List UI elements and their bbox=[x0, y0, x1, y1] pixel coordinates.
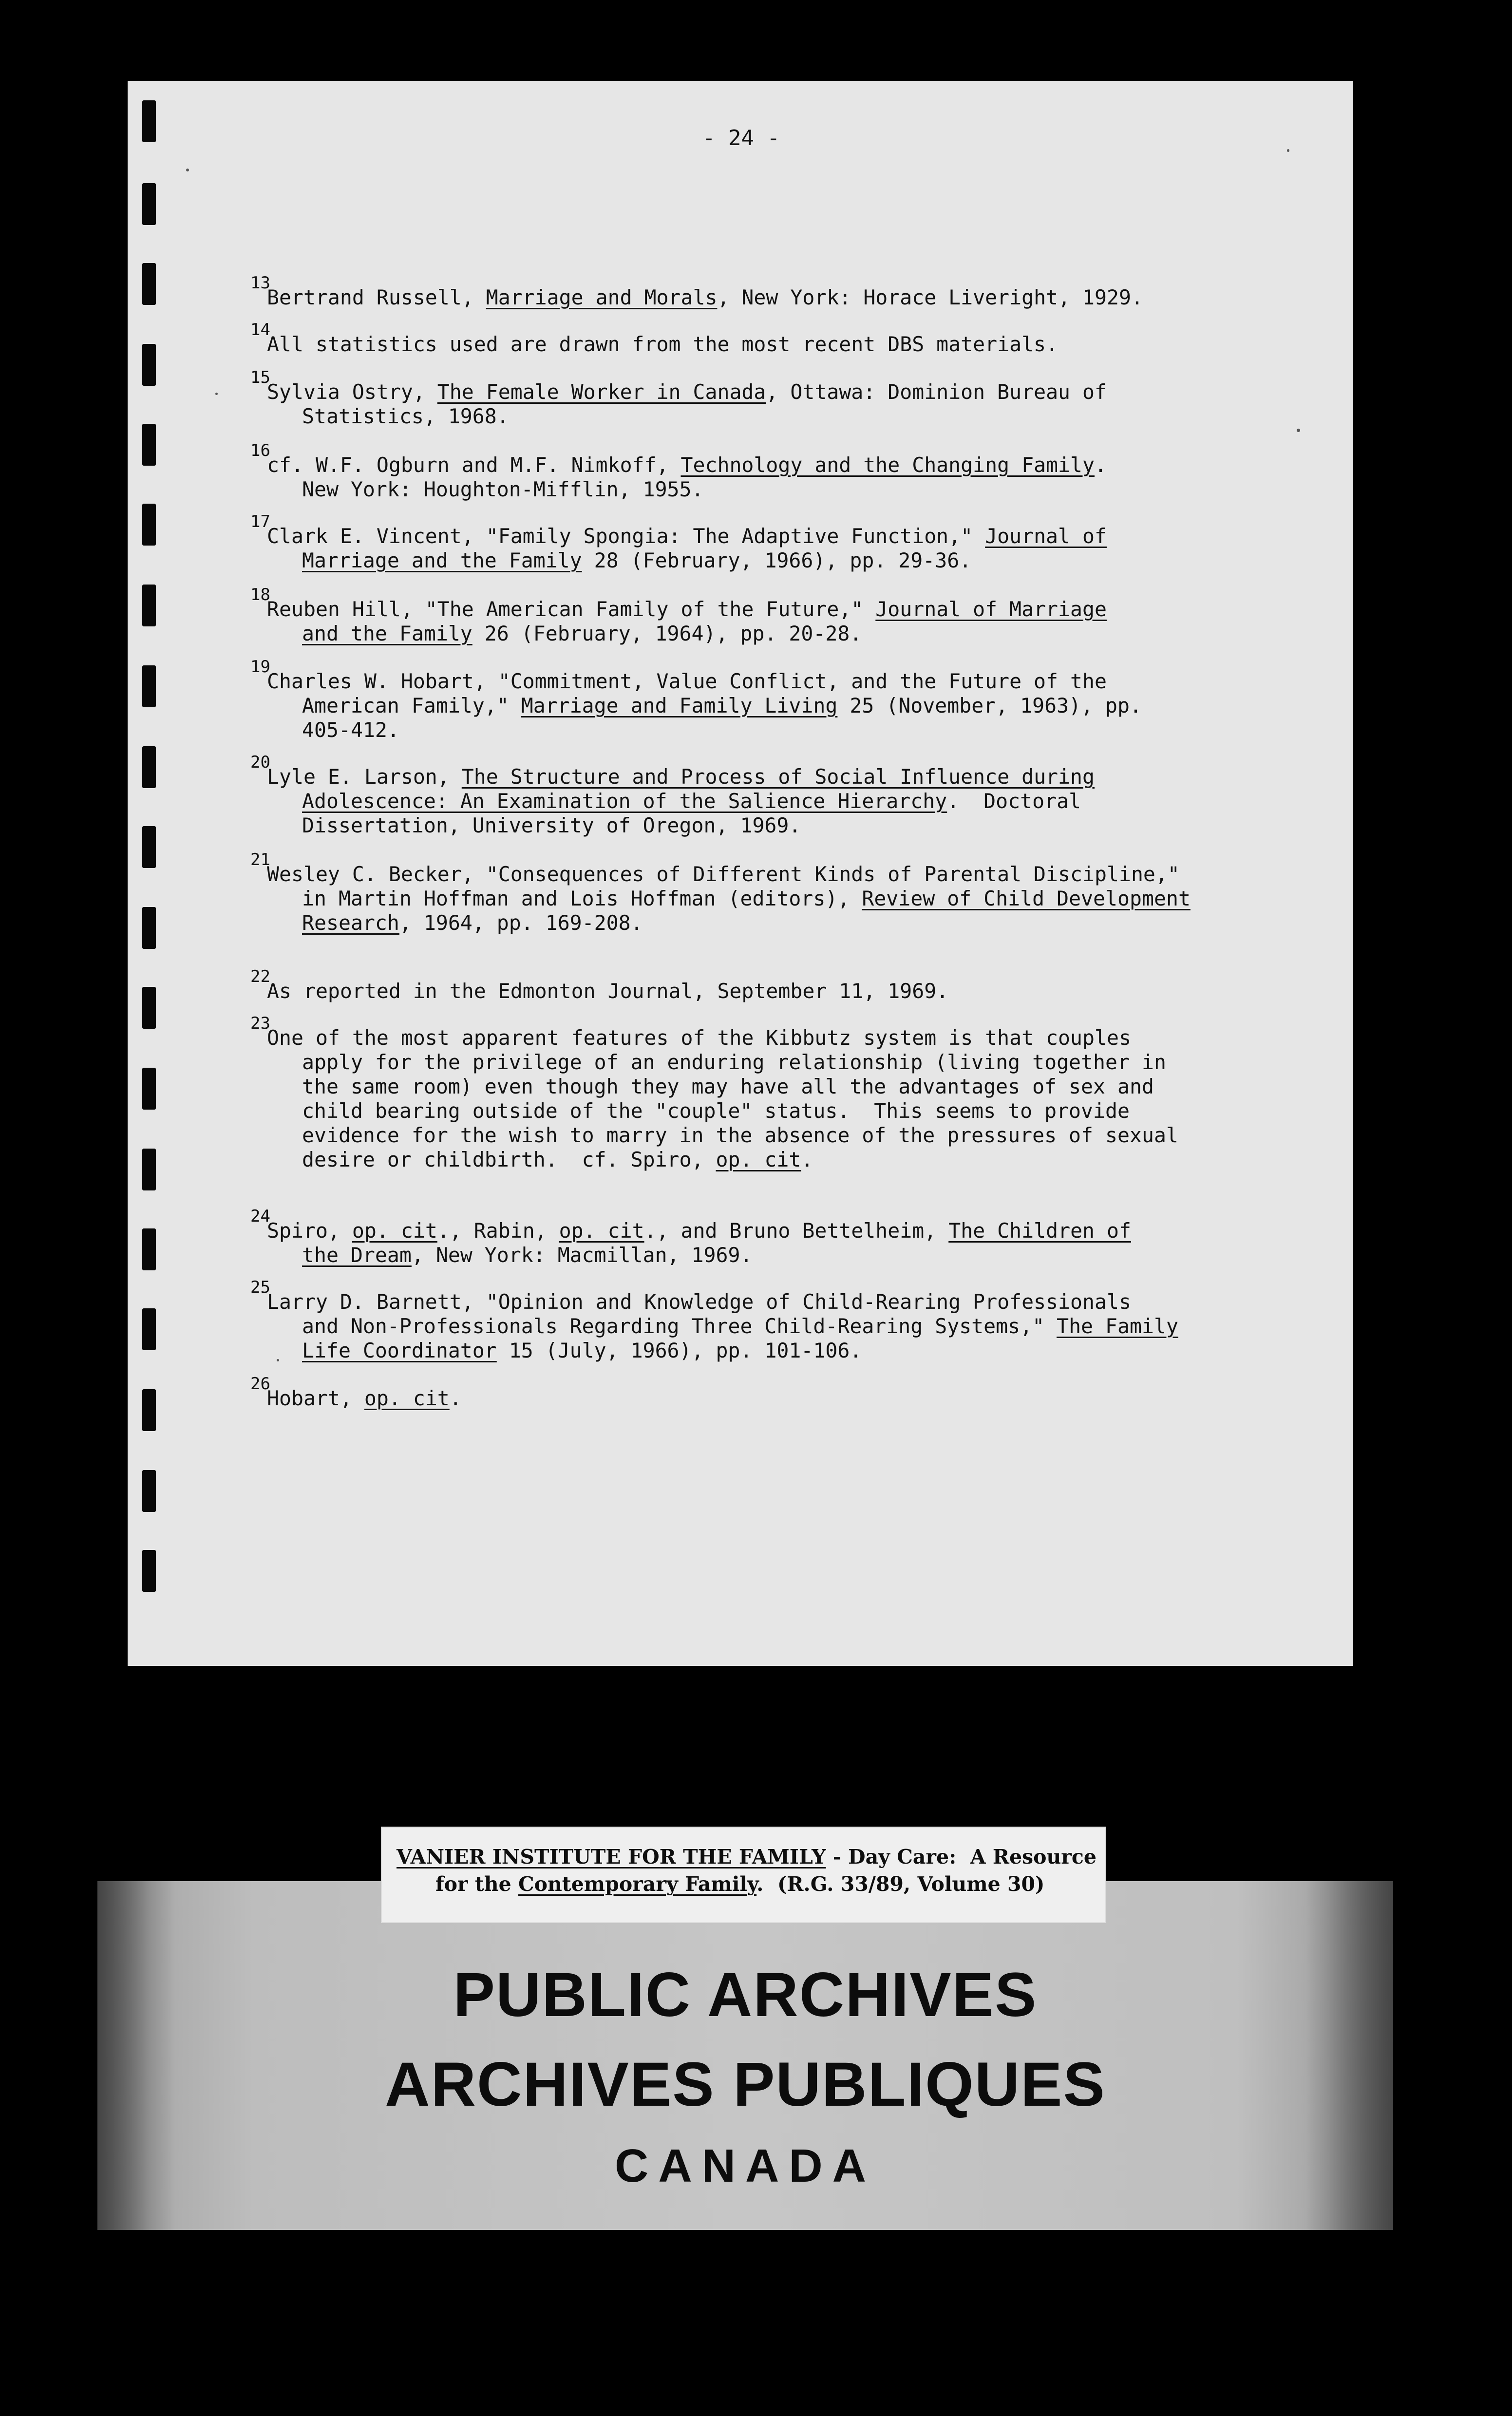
footnote-text: apply for the privilege of an enduring relationship (living together in bbox=[302, 1050, 1166, 1074]
footnote-text: . bbox=[1095, 453, 1107, 477]
footnote-text: All statistics used are drawn from the most recent DBS materials. bbox=[267, 332, 1058, 356]
punch-hole bbox=[142, 424, 156, 466]
footnote-text: American Family," bbox=[302, 694, 521, 717]
footnote-title-text: The Structure and Process of Social Influence during bbox=[461, 765, 1095, 789]
footnote-line bbox=[267, 1339, 1251, 1363]
punch-hole bbox=[142, 183, 156, 225]
footnote-title-text: The Children of bbox=[948, 1219, 1131, 1243]
footnote-text: cf. W.F. Ogburn and M.F. Nimkoff, bbox=[267, 453, 681, 477]
footnote-line bbox=[267, 597, 1251, 622]
footnote-text: and Non-Professionals Regarding Three Child-Rearing Systems," bbox=[302, 1314, 1057, 1338]
archives-stamp-line1: PUBLIC ARCHIVES bbox=[453, 1960, 1038, 2030]
footnote-line bbox=[267, 694, 1251, 718]
footnote-number: 23 bbox=[250, 1014, 270, 1033]
footnote-number: 22 bbox=[250, 967, 270, 986]
punch-hole bbox=[142, 746, 156, 788]
punch-hole bbox=[142, 585, 156, 626]
footnote-line bbox=[267, 1148, 1251, 1172]
collection-label-line1 bbox=[397, 1845, 1096, 1869]
footnote-line bbox=[267, 453, 1251, 477]
footnote-line bbox=[267, 1050, 1251, 1075]
footnote-text: . Doctoral bbox=[947, 789, 1081, 813]
footnote-title-text: Life Coordinator bbox=[302, 1339, 497, 1362]
footnote-title-text: Journal of Marriage bbox=[875, 597, 1107, 621]
footnote-number: 18 bbox=[250, 585, 270, 604]
footnote-number: 14 bbox=[250, 320, 270, 340]
footnote-title-text: and the Family bbox=[302, 622, 472, 645]
punch-hole bbox=[142, 1550, 156, 1592]
collection-reference: . (R.G. 33/89, Volume 30) bbox=[756, 1872, 1045, 1896]
footnote-line bbox=[267, 813, 1251, 838]
footnote-line bbox=[267, 789, 1251, 813]
footnote-title-text: op. cit bbox=[716, 1148, 801, 1171]
footnote-line bbox=[267, 380, 1251, 404]
footnote-text: Hobart, bbox=[267, 1386, 364, 1410]
footnote-text: Spiro, bbox=[267, 1219, 352, 1243]
footnote-text: New York: Houghton-Mifflin, 1955. bbox=[302, 477, 704, 501]
footnote-text: One of the most apparent features of the Kibbutz system is that couples bbox=[267, 1026, 1131, 1050]
footnote-title-text: Journal of bbox=[985, 524, 1107, 548]
footnote-title-text: Marriage and Family Living bbox=[521, 694, 838, 717]
footnote-title-text: The Family bbox=[1057, 1314, 1178, 1338]
footnote-item bbox=[250, 1014, 1251, 1172]
footnote-title-text: op. cit bbox=[364, 1386, 450, 1410]
footnote-title-text: op. cit bbox=[559, 1219, 644, 1243]
archives-stamp bbox=[97, 1881, 1393, 2230]
footnote-number: 19 bbox=[250, 657, 270, 677]
footnote-line bbox=[267, 1219, 1251, 1243]
footnote-text: ., Rabin, bbox=[437, 1219, 559, 1243]
punch-hole bbox=[142, 1389, 156, 1431]
footnote-number: 20 bbox=[250, 753, 270, 772]
footnote-number: 25 bbox=[250, 1278, 270, 1297]
footnote-text: Statistics, 1968. bbox=[302, 404, 509, 428]
footnote-text: Sylvia Ostry, bbox=[267, 380, 437, 404]
footnote-line bbox=[267, 1075, 1251, 1099]
footnote-line bbox=[267, 979, 1251, 1003]
footnote-line bbox=[267, 765, 1251, 789]
collection-title-prefix: for the bbox=[435, 1872, 518, 1896]
footnote-line bbox=[267, 669, 1251, 694]
footnote-item bbox=[250, 657, 1251, 742]
footnote-item bbox=[250, 1207, 1251, 1267]
document-page bbox=[128, 81, 1353, 1666]
footnote-text: Clark E. Vincent, "Family Spongia: The Adaptive Function," bbox=[267, 524, 985, 548]
footnote-title-text: Research bbox=[302, 911, 399, 935]
footnote-text: 25 (November, 1963), pp. bbox=[837, 694, 1142, 717]
footnote-item bbox=[250, 1278, 1251, 1363]
page-number: - 24 - bbox=[702, 126, 780, 151]
footnote-text: Dissertation, University of Oregon, 1969. bbox=[302, 813, 801, 837]
footnote-title-text: Marriage and the Family bbox=[302, 548, 582, 572]
collection-title-underlined: Contemporary Family bbox=[518, 1872, 757, 1896]
footnote-item bbox=[250, 753, 1251, 838]
footnote-item bbox=[250, 967, 1251, 1003]
punch-hole bbox=[142, 907, 156, 949]
speck bbox=[1287, 149, 1289, 152]
footnote-number: 17 bbox=[250, 512, 270, 531]
footnote-text: the same room) even though they may have all the advantages of sex and bbox=[302, 1075, 1154, 1098]
footnote-text: 28 (February, 1966), pp. 29-36. bbox=[582, 548, 972, 572]
punch-hole bbox=[142, 826, 156, 868]
footnote-line bbox=[267, 622, 1251, 646]
footnote-line bbox=[267, 887, 1251, 911]
footnote-line bbox=[267, 718, 1251, 742]
footnote-item bbox=[250, 368, 1251, 429]
footnote-line bbox=[267, 1243, 1251, 1267]
footnote-text: As reported in the Edmonton Journal, September 11, 1969. bbox=[267, 979, 949, 1003]
footnote-line bbox=[267, 524, 1251, 548]
footnote-text: ., and Bruno Bettelheim, bbox=[644, 1219, 949, 1243]
footnote-text: Charles W. Hobart, "Commitment, Value Conflict, and the Future of the bbox=[267, 669, 1107, 693]
punch-hole bbox=[142, 504, 156, 546]
footnote-line bbox=[267, 911, 1251, 935]
footnote-number: 13 bbox=[250, 273, 270, 293]
footnote-line bbox=[267, 285, 1251, 310]
footnote-line bbox=[267, 1123, 1251, 1148]
footnote-item bbox=[250, 850, 1251, 935]
footnote-text: , 1964, pp. 169-208. bbox=[399, 911, 643, 935]
footnote-text: child bearing outside of the "couple" status. This seems to provide bbox=[302, 1099, 1130, 1123]
speck bbox=[1297, 429, 1300, 432]
punch-hole bbox=[142, 100, 156, 142]
footnote-title-text: Marriage and Morals bbox=[486, 285, 718, 309]
footnote-line bbox=[267, 1099, 1251, 1123]
footnote-number: 24 bbox=[250, 1207, 270, 1226]
footnote-item bbox=[250, 273, 1251, 310]
punch-hole bbox=[142, 1228, 156, 1270]
footnote-line bbox=[267, 332, 1251, 357]
footnote-line bbox=[267, 862, 1251, 887]
collection-label bbox=[382, 1828, 1105, 1922]
footnote-text: Lyle E. Larson, bbox=[267, 765, 462, 789]
footnote-line bbox=[267, 1290, 1251, 1314]
footnote-title-text: op. cit bbox=[352, 1219, 437, 1243]
footnote-item bbox=[250, 585, 1251, 646]
footnote-title-text: the Dream bbox=[302, 1243, 412, 1267]
footnote-number: 16 bbox=[250, 441, 270, 460]
footnote-number: 26 bbox=[250, 1374, 270, 1394]
footnote-text: , Ottawa: Dominion Bureau of bbox=[766, 380, 1107, 404]
punch-hole bbox=[142, 665, 156, 707]
footnote-line bbox=[267, 477, 1251, 502]
footnote-title-text: Review of Child Development bbox=[862, 887, 1191, 910]
collection-title-part1: - Day Care: A Resource bbox=[826, 1845, 1096, 1869]
archives-stamp-line2: ARCHIVES PUBLIQUES bbox=[385, 2050, 1106, 2119]
footnote-text: . bbox=[449, 1386, 462, 1410]
footnote-number: 21 bbox=[250, 850, 270, 869]
footnote-line bbox=[267, 1314, 1251, 1339]
footnote-line bbox=[267, 1026, 1251, 1050]
speck bbox=[215, 393, 218, 395]
speck bbox=[186, 169, 189, 171]
footnote-text: . bbox=[801, 1148, 813, 1171]
footnote-text: , New York: Horace Liveright, 1929. bbox=[717, 285, 1143, 309]
footnote-text: desire or childbirth. cf. Spiro, bbox=[302, 1148, 716, 1171]
footnote-title-text: Adolescence: An Examination of the Salience Hierarchy bbox=[302, 789, 947, 813]
institute-name: VANIER INSTITUTE FOR THE FAMILY bbox=[397, 1845, 826, 1869]
archives-stamp-line3: CANADA bbox=[615, 2140, 876, 2192]
footnote-text: Reuben Hill, "The American Family of the Future," bbox=[267, 597, 876, 621]
footnote-text: 26 (February, 1964), pp. 20-28. bbox=[472, 622, 862, 645]
footnote-item bbox=[250, 512, 1251, 573]
footnote-text: 15 (July, 1966), pp. 101-106. bbox=[496, 1339, 862, 1362]
footnote-line bbox=[267, 1386, 1251, 1411]
punch-hole bbox=[142, 1470, 156, 1512]
footnote-text: in Martin Hoffman and Lois Hoffman (editors), bbox=[302, 887, 862, 910]
footnote-item bbox=[250, 1374, 1251, 1411]
footnote-item bbox=[250, 320, 1251, 357]
footnote-text: 405-412. bbox=[302, 718, 399, 742]
footnote-number: 15 bbox=[250, 368, 270, 387]
punch-hole bbox=[142, 1149, 156, 1190]
punch-hole bbox=[142, 263, 156, 305]
footnote-line bbox=[267, 548, 1251, 573]
footnote-title-text: Technology and the Changing Family bbox=[680, 453, 1095, 477]
punch-hole bbox=[142, 987, 156, 1029]
footnote-text: Bertrand Russell, bbox=[267, 285, 486, 309]
footnote-text: Wesley C. Becker, "Consequences of Different Kinds of Parental Discipline," bbox=[267, 862, 1180, 886]
footnote-text: evidence for the wish to marry in the absence of the pressures of sexual bbox=[302, 1123, 1178, 1147]
footnote-title-text: The Female Worker in Canada bbox=[437, 380, 766, 404]
punch-hole bbox=[142, 1068, 156, 1110]
footnote-item bbox=[250, 441, 1251, 502]
footnote-text: , New York: Macmillan, 1969. bbox=[411, 1243, 753, 1267]
footnote-line bbox=[267, 404, 1251, 429]
punch-hole bbox=[142, 1308, 156, 1350]
collection-label-line2 bbox=[435, 1872, 1044, 1896]
footnote-text: Larry D. Barnett, "Opinion and Knowledge of Child-Rearing Professionals bbox=[267, 1290, 1131, 1314]
punch-hole bbox=[142, 344, 156, 386]
